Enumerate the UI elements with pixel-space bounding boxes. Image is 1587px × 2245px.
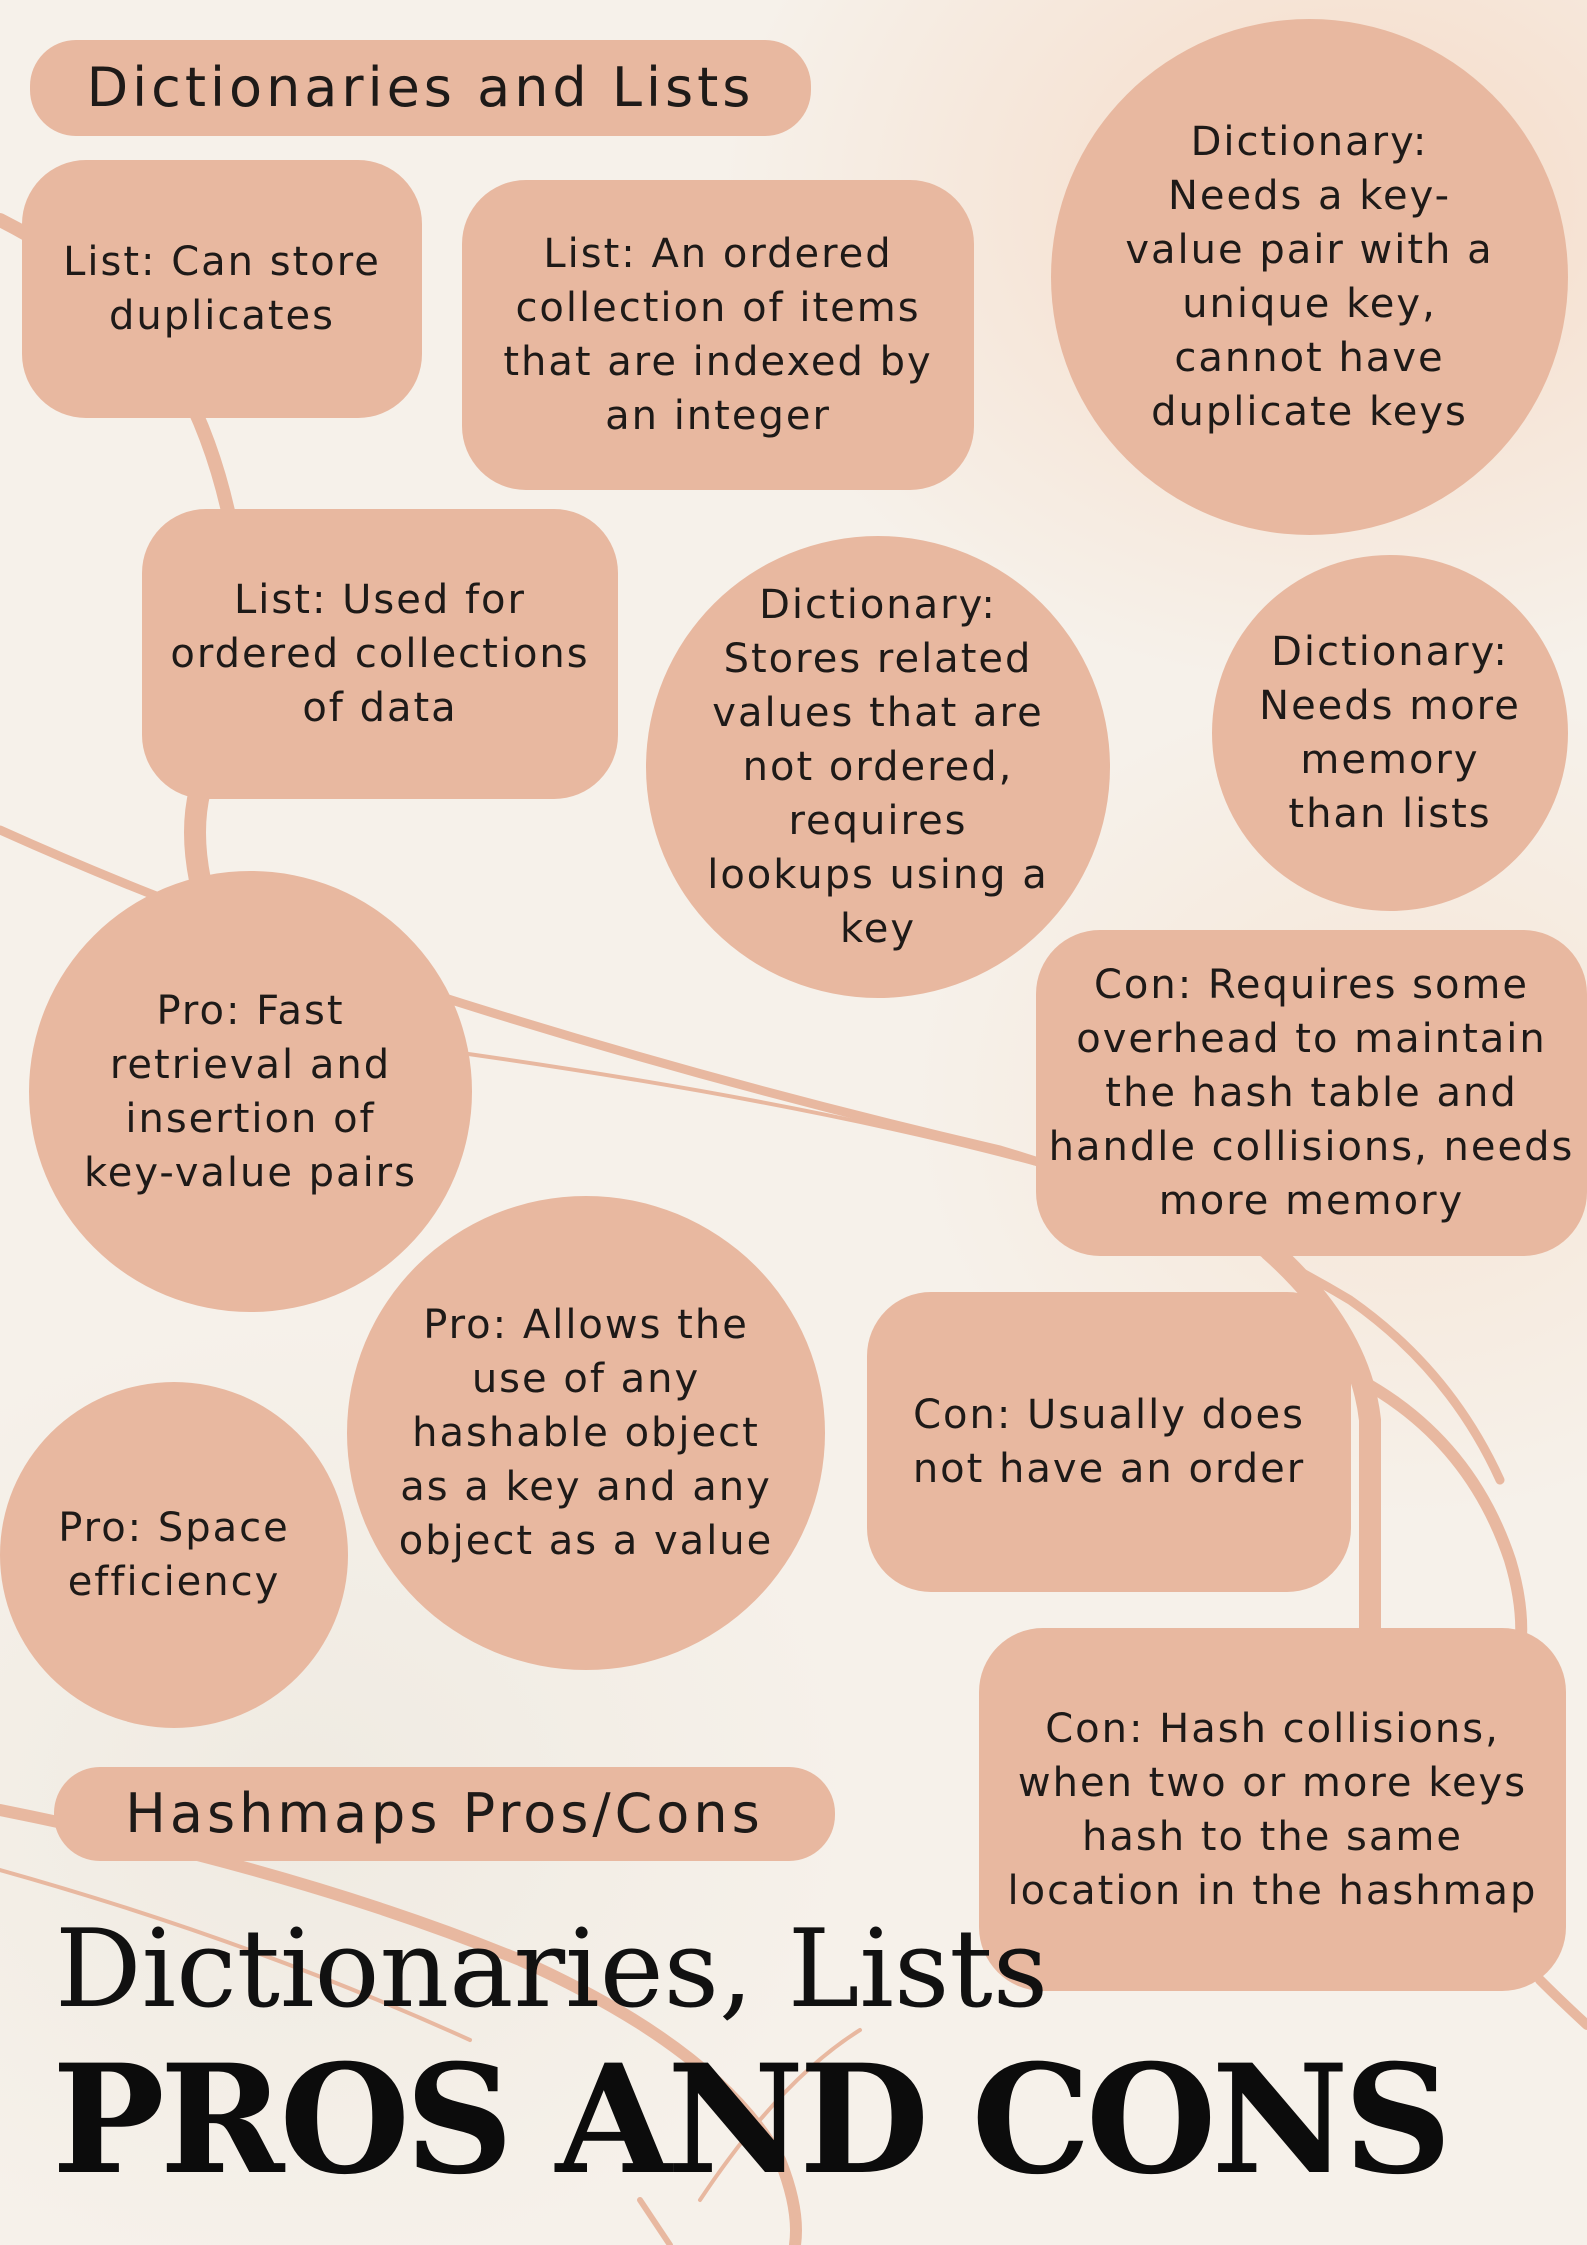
bubble-con-overhead-text: Con: Requires some overhead to maintain the hash table and handle collisions, needs more memory: [1048, 962, 1575, 1224]
bubble-list-duplicates-text: List: Can store duplicates: [63, 239, 381, 339]
page-title-line2: PROS AND CONS: [52, 2032, 1447, 2208]
bubble-dict-memory-text: Dictionary: Needs more memory than lists: [1259, 629, 1521, 837]
bubble-dict-memory: [1212, 555, 1568, 911]
header-dictionaries-and-lists: [30, 40, 811, 136]
bubble-dict-key-value-pair-text: Dictionary: Needs a key-value pair with a unique key, cannot have duplicate keys: [1125, 119, 1494, 435]
bubble-con-order: [867, 1292, 1351, 1592]
bubble-list-duplicates: [22, 160, 422, 418]
bubble-list-used-for: [142, 509, 618, 799]
bubble-dict-related-values-text: Dictionary: Stores related values that are not ordered, requires lookups using a key: [707, 582, 1049, 952]
header-hashmaps-pros-cons: [54, 1767, 835, 1861]
bubble-dict-key-value-pair: [1051, 19, 1568, 535]
bubble-list-used-for-text: List: Used for ordered collections of data: [170, 577, 590, 731]
bubble-list-ordered-collection: [462, 180, 974, 490]
bubble-pro-space-text: Pro: Space efficiency: [58, 1505, 290, 1605]
bubble-con-collisions-text: Con: Hash collisions, when two or more keys hash to the same location in the hashmap: [1007, 1705, 1538, 1914]
header-top-text: Dictionaries and Lists: [86, 56, 755, 119]
bubble-pro-hashable: [347, 1196, 825, 1670]
bubble-pro-hashable-text: Pro: Allows the use of any hashable object as a key and any object as a value: [398, 1302, 774, 1564]
bubble-con-overhead: [1036, 930, 1587, 1256]
page-title-line1: Dictionaries, Lists: [55, 1907, 1049, 2032]
bubble-list-ordered-collection-text: List: An ordered collection of items that are indexed by an integer: [503, 231, 933, 439]
bubble-dict-related-values: [646, 536, 1110, 998]
bubble-con-order-text: Con: Usually does not have an order: [912, 1392, 1306, 1492]
bubble-con-collisions: [979, 1628, 1566, 1991]
bubble-pro-fast-retrieval: [29, 871, 472, 1312]
bubble-pro-space: [0, 1382, 348, 1728]
header-bottom-text: Hashmaps Pros/Cons: [125, 1782, 764, 1845]
bubble-pro-fast-retrieval-text: Pro: Fast retrieval and insertion of key-value pairs: [84, 987, 417, 1196]
